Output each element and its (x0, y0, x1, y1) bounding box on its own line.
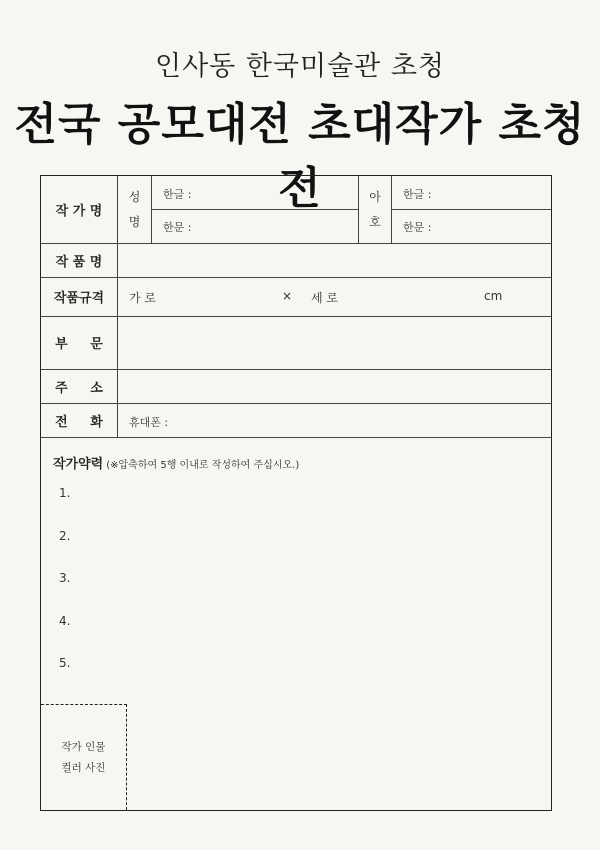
career-item[interactable]: 5. (59, 656, 71, 670)
photo-placeholder[interactable] (41, 704, 127, 810)
pen-char: 호 (369, 215, 381, 229)
pen-char: 아 (369, 190, 381, 204)
name-vertical-label (118, 188, 151, 230)
work-title-field[interactable] (118, 244, 550, 276)
career-item[interactable]: 2. (59, 529, 71, 543)
career-note: (※압축하여 5행 이내로 작성하여 주십시오.) (106, 460, 300, 471)
photo-caption-line1: 작가 인물 (61, 740, 106, 753)
spec-unit: cm (484, 289, 503, 303)
subtitle: 인사동 한국미술관 초청 (155, 51, 445, 82)
mobile-field[interactable]: 휴대폰 : (129, 416, 169, 429)
address-label: 주 소 (55, 380, 103, 396)
spec-times-sign: × (282, 289, 293, 303)
work-title-label: 작 품 명 (55, 254, 103, 270)
name-row-split (151, 209, 358, 210)
pen-name-vertical-label (359, 188, 391, 230)
name-hanmun-field[interactable]: 한문 : (163, 221, 192, 234)
career-item[interactable]: 3. (59, 571, 71, 585)
pen-hanmun-field[interactable]: 한문 : (403, 221, 432, 234)
photo-caption-line2: 컬러 사진 (61, 761, 106, 774)
row-divider (41, 437, 551, 438)
pen-hangul-field[interactable]: 한글 : (403, 188, 432, 201)
spec-label: 작품규격 (53, 291, 105, 306)
career-label: 작가약력 (53, 457, 104, 472)
name-char-divider (151, 176, 152, 243)
section-field[interactable] (118, 317, 550, 368)
spec-width-label: 가 로 (129, 291, 156, 305)
career-heading (53, 453, 299, 472)
name-char: 성 (128, 190, 141, 204)
career-item[interactable]: 4. (59, 614, 71, 628)
name-hangul-field[interactable]: 한글 : (163, 188, 192, 201)
page-title: 전국 공모대전 초대작가 초청전 (14, 99, 586, 214)
phone-label: 전 화 (55, 414, 103, 430)
artist-name-label: 작 가 명 (55, 204, 103, 219)
name-char: 명 (128, 215, 141, 229)
address-field[interactable] (118, 370, 550, 402)
pen-row-split (391, 209, 551, 210)
career-item[interactable]: 1. (59, 486, 71, 500)
application-form (40, 175, 552, 811)
spec-height-label: 세 로 (311, 291, 338, 305)
pen-right-divider (391, 176, 392, 243)
section-label: 부 문 (55, 337, 103, 352)
